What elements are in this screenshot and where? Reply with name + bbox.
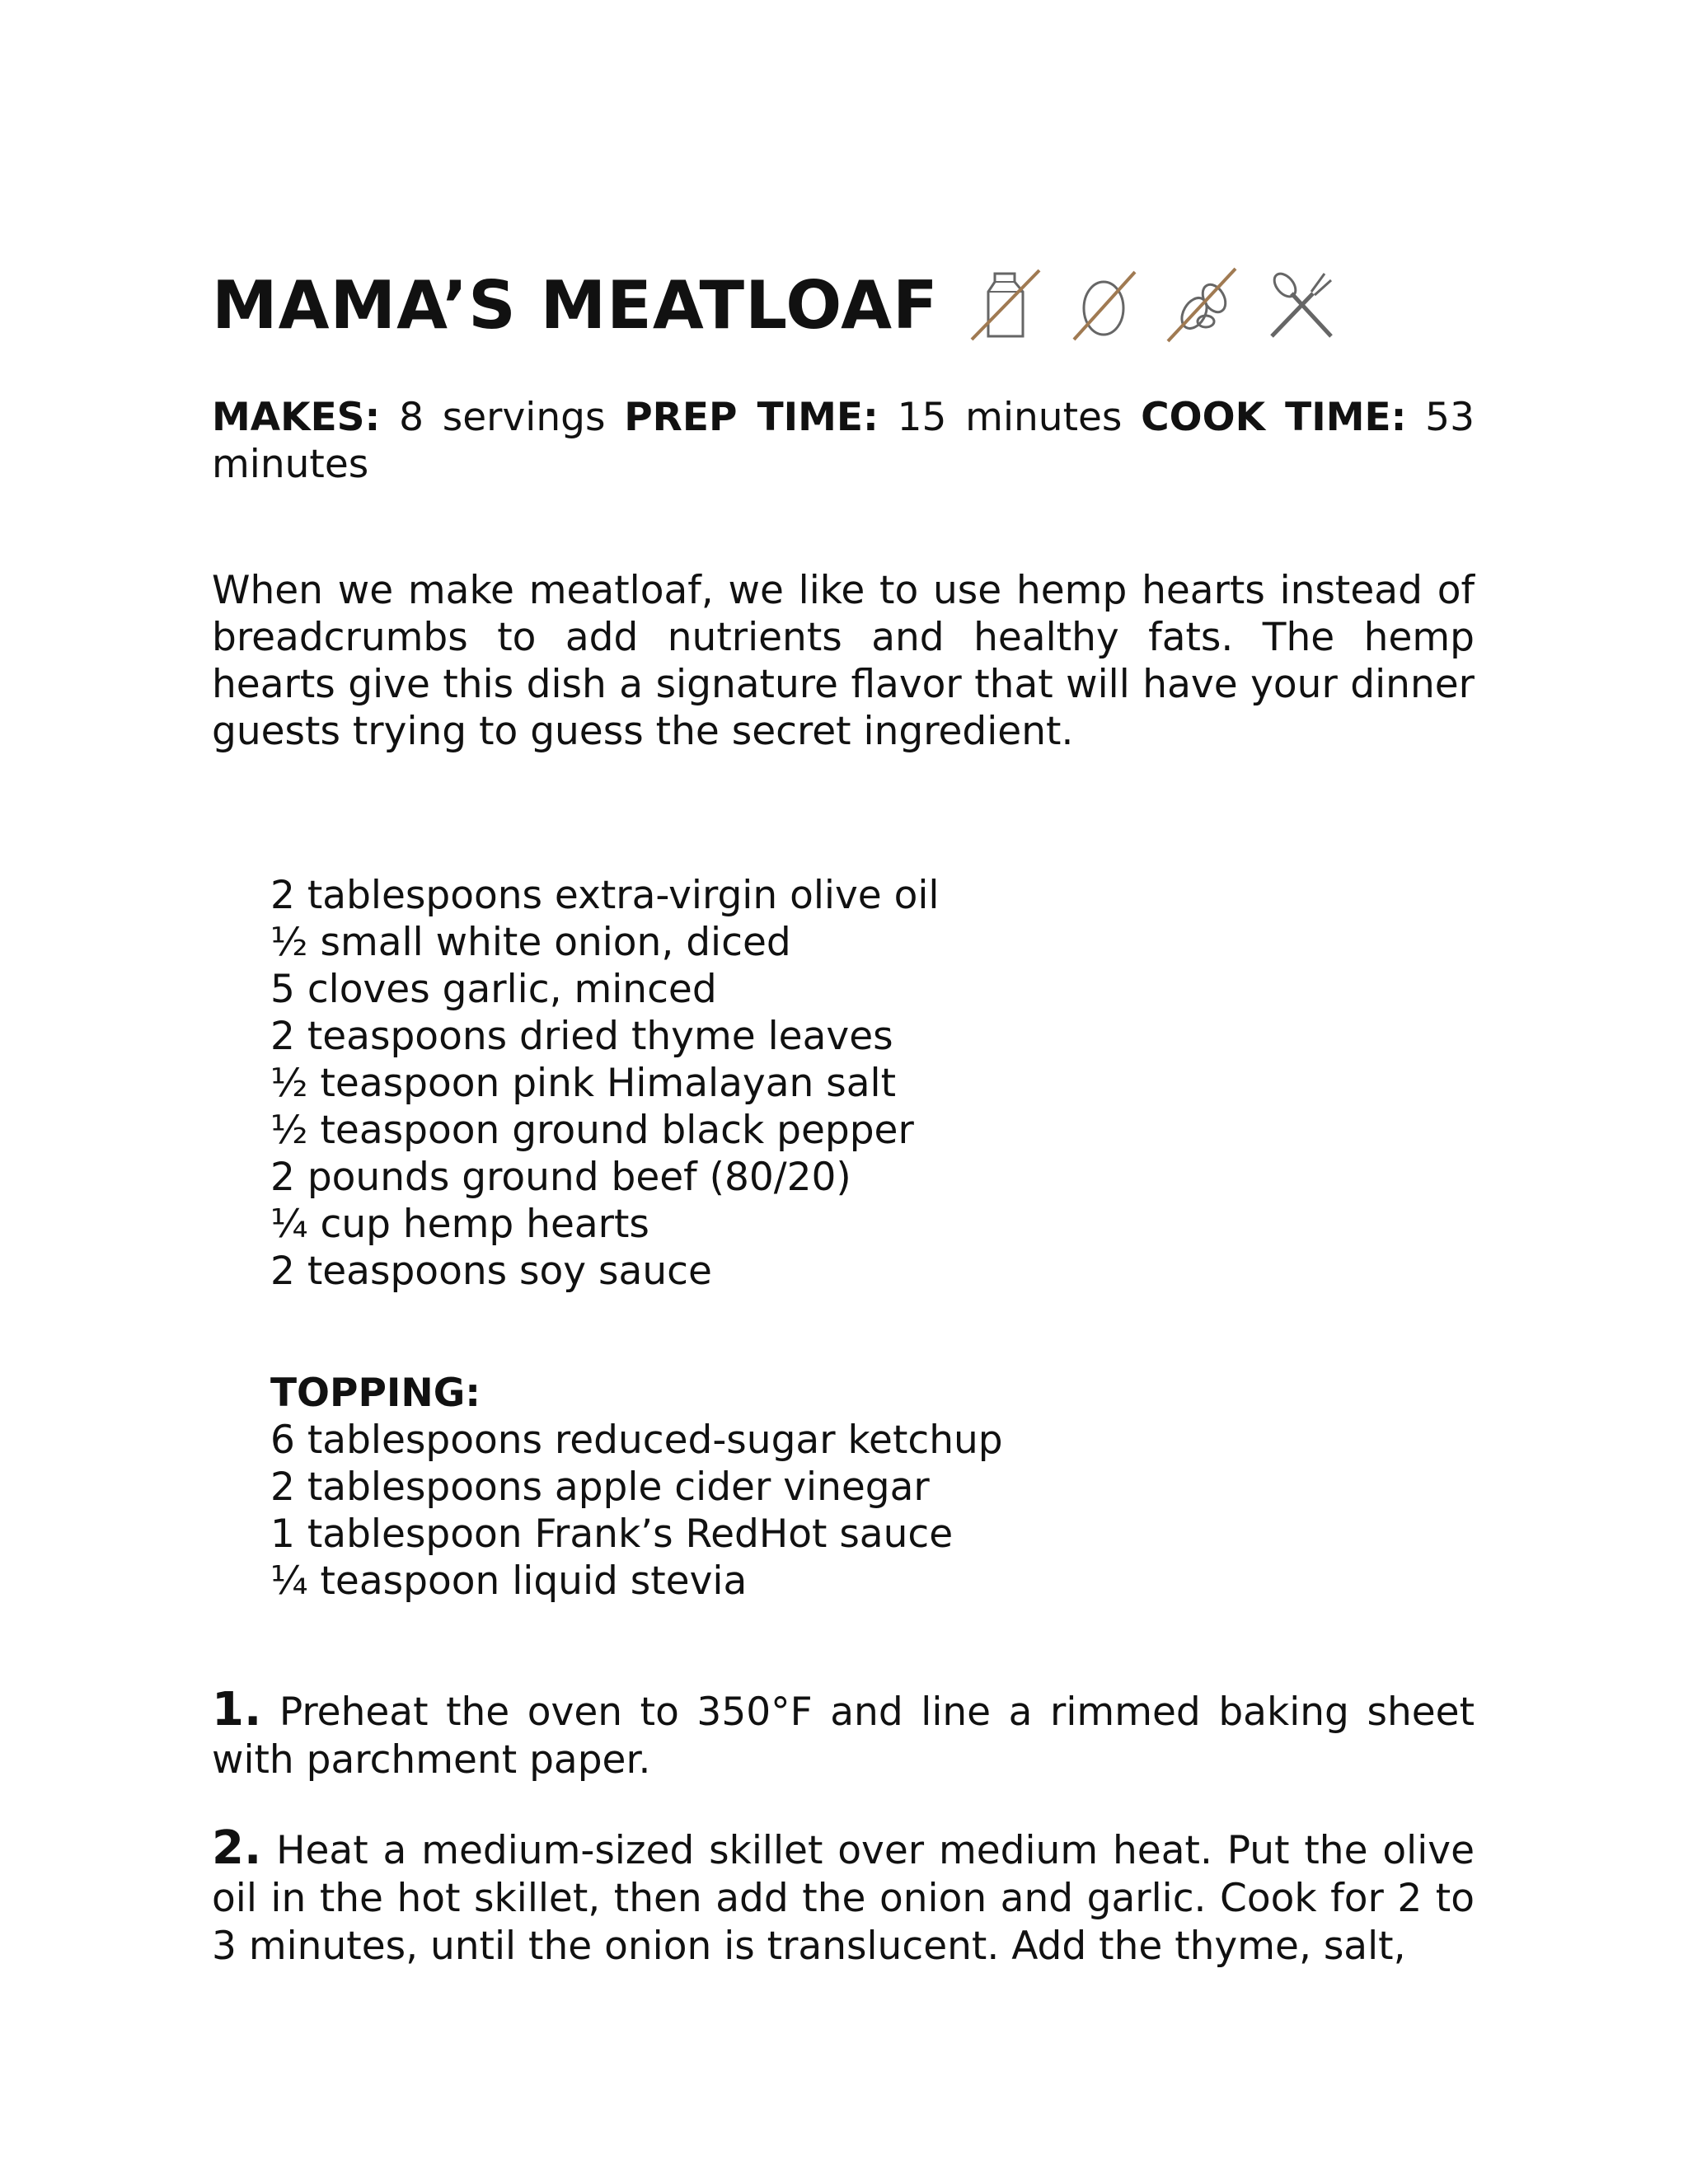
makes-value: 8 servings [399, 395, 606, 440]
no-egg-icon [1062, 264, 1145, 346]
ingredient-item: 5 cloves garlic, minced [270, 967, 717, 1012]
prep-label: PREP TIME: [624, 395, 879, 440]
intro-paragraph: When we make meatloaf, we like to use hemp hearts instead of breadcrumbs to add nutrients and healthy fats. The hemp hearts give this dish a signature flavor that will have your dinner guests trying to guess the secret ingredient. [212, 568, 1475, 754]
topping-item: 2 tablespoons apple cider vinegar [270, 1465, 930, 1510]
diet-icons [964, 264, 1343, 346]
step-text: Preheat the oven to 350°F and line a rimmed baking sheet with parchment paper. [212, 1690, 1475, 1783]
ingredient-item: ½ teaspoon ground black pepper [270, 1108, 914, 1153]
ingredient-item: 2 pounds ground beef (80/20) [270, 1155, 851, 1200]
cook-label: COOK TIME: [1141, 395, 1407, 440]
cook-value: 53 minutes [212, 395, 1475, 487]
topping-list [270, 1417, 1003, 1605]
recipe-meta [212, 394, 1475, 488]
title-row [212, 247, 1343, 363]
ingredient-item: 2 teaspoons soy sauce [270, 1249, 712, 1294]
step-text: Heat a medium-sized skillet over medium heat. Put the olive oil in the hot skillet, then add the onion and garlic. Cook for 2 to 3 minutes, until the onion is translucent. Add the thyme, salt, [212, 1828, 1475, 1969]
ingredient-item: ½ small white onion, diced [270, 920, 791, 965]
utensils-icon [1260, 264, 1343, 346]
ingredient-item: ½ teaspoon pink Himalayan salt [270, 1061, 896, 1106]
topping-item: 1 tablespoon Frank’s RedHot sauce [270, 1511, 954, 1557]
ingredient-item: ¼ cup hemp hearts [270, 1202, 649, 1247]
makes-label: MAKES: [212, 395, 381, 440]
step-2 [212, 1821, 1475, 1971]
step-number: 1. [212, 1683, 262, 1736]
topping-heading: TOPPING: [270, 1371, 481, 1416]
no-dairy-icon [964, 264, 1046, 346]
recipe-title: MAMA’S MEATLOAF [212, 266, 939, 344]
prep-value: 15 minutes [897, 395, 1123, 440]
topping-item: 6 tablespoons reduced-sugar ketchup [270, 1418, 1003, 1463]
step-1 [212, 1683, 1475, 1784]
ingredient-item: 2 teaspoons dried thyme leaves [270, 1014, 893, 1059]
no-nuts-icon [1161, 264, 1244, 346]
ingredient-item: 2 tablespoons extra-virgin olive oil [270, 873, 940, 918]
ingredient-list [270, 872, 939, 1295]
topping-item: ¼ teaspoon liquid stevia [270, 1558, 748, 1604]
step-number: 2. [212, 1821, 262, 1875]
